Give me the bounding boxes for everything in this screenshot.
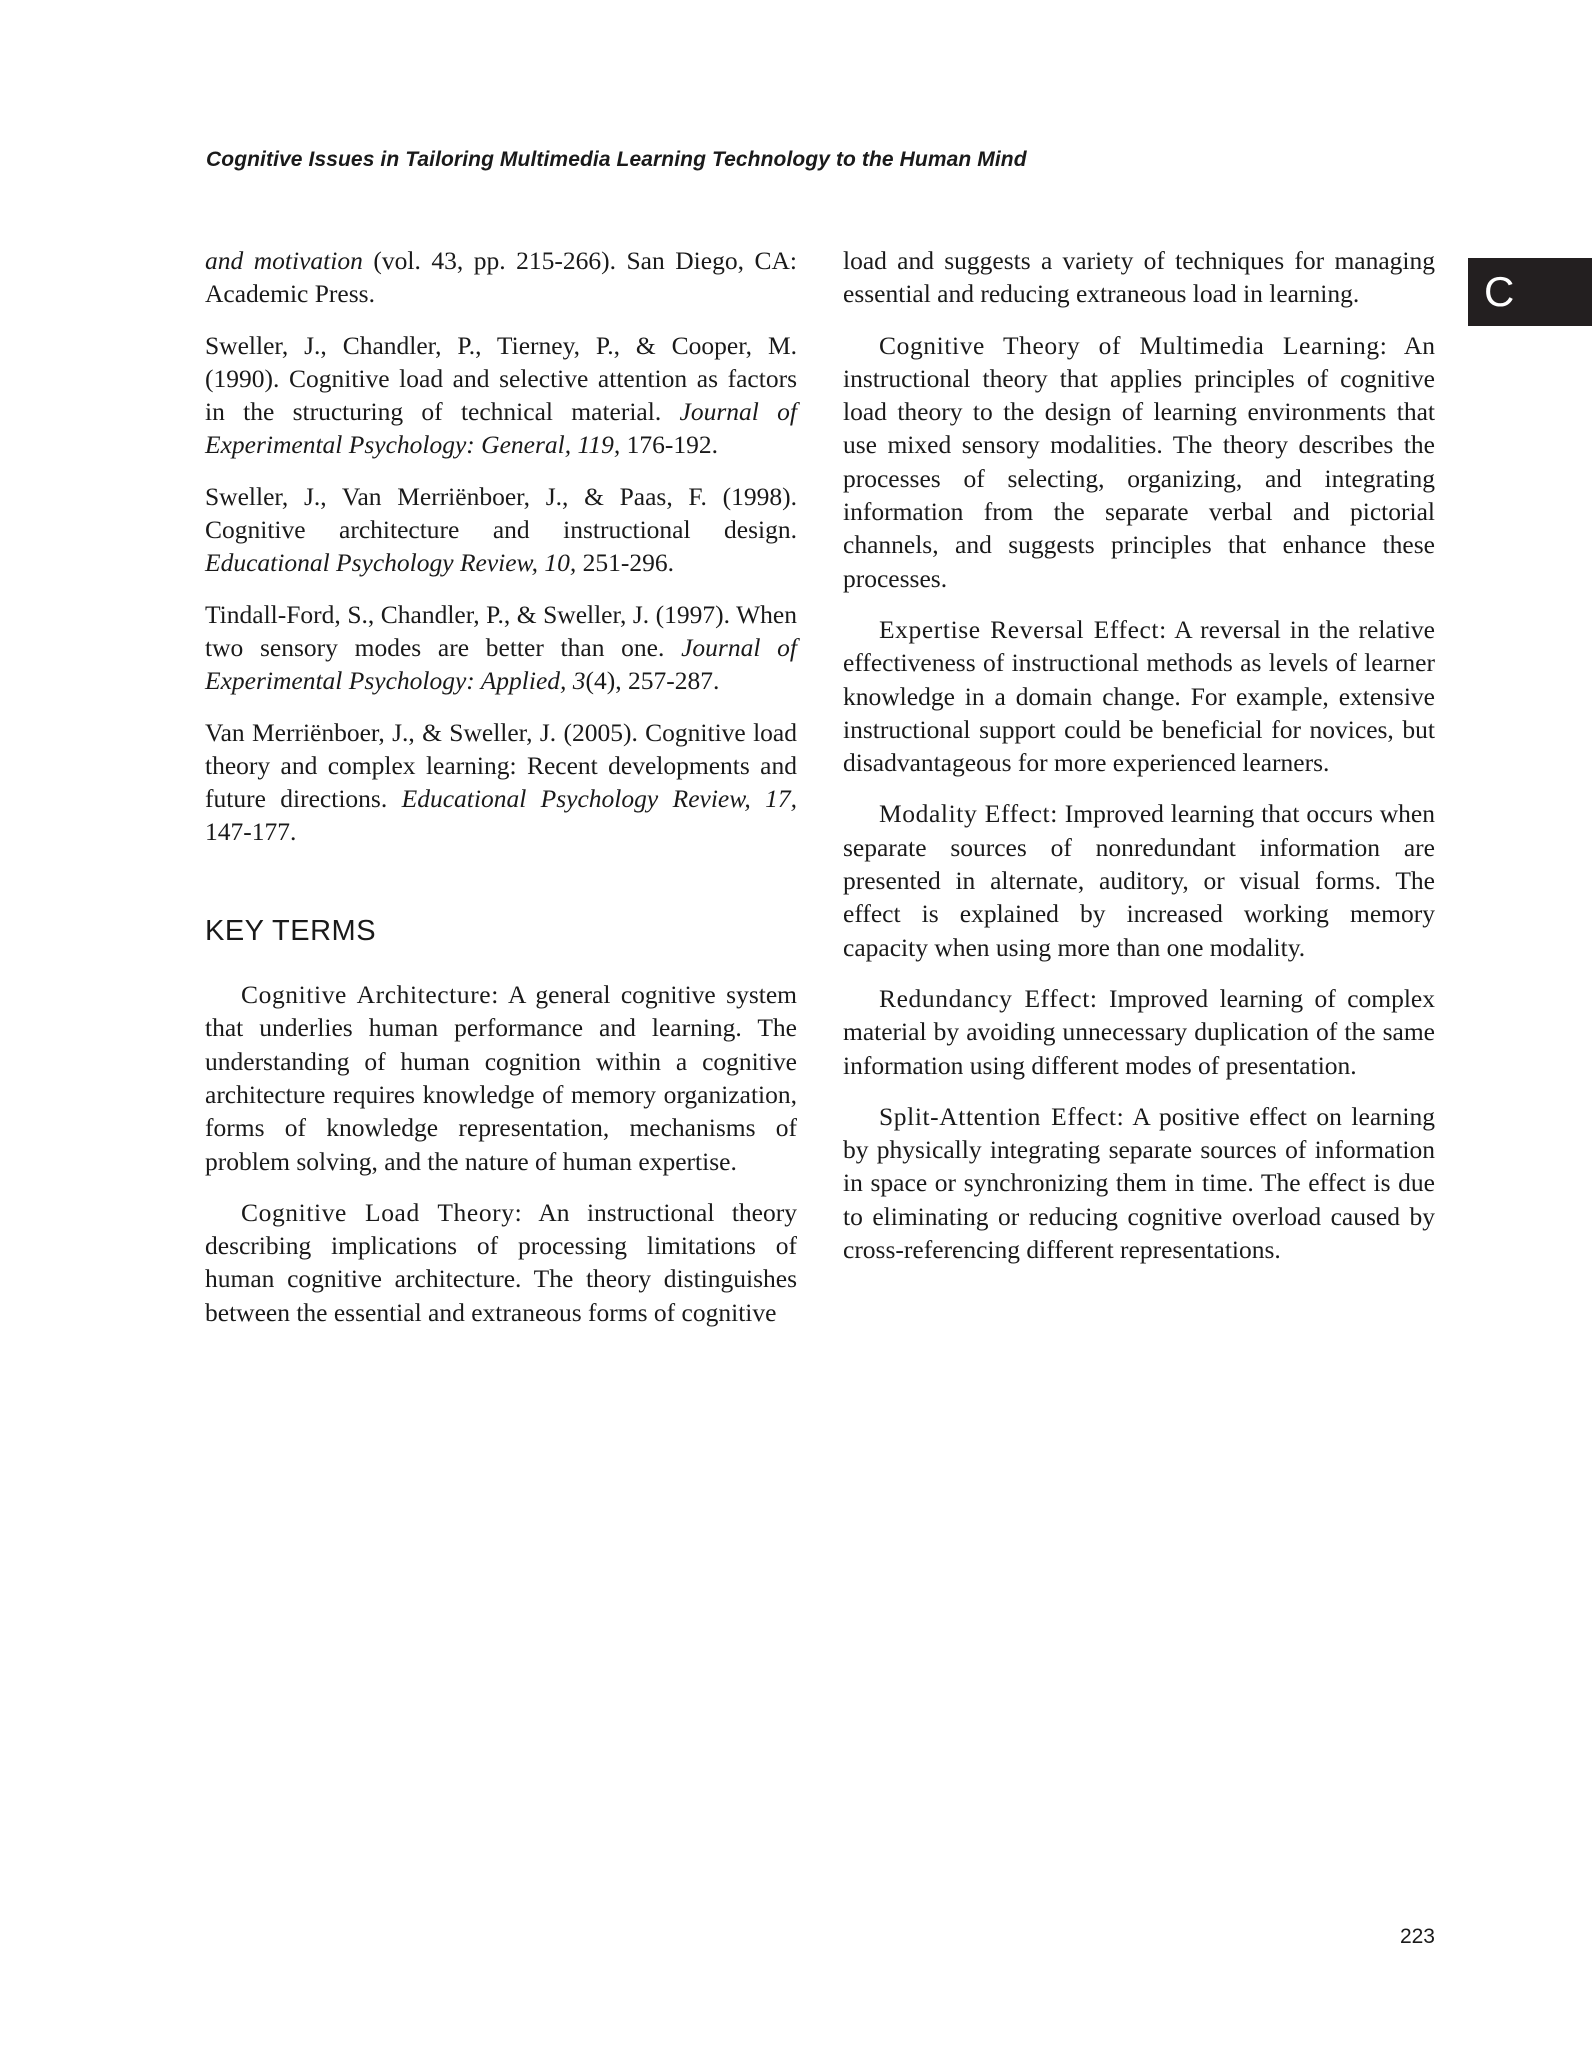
key-term-item-split-end (843, 244, 1435, 311)
reference-text: 251-296. (576, 548, 675, 578)
key-term-name: Cognitive Theory of Multimedia Learning: (879, 330, 1388, 360)
key-term-definition-part: load and suggests a variety of techniques for managing essential and reducing extraneous load in learning. (843, 246, 1435, 309)
key-term-name: Cognitive Load Theory: (241, 1197, 523, 1227)
reference-italic: Journal of Experimental Psychology: General, 119, (205, 397, 797, 460)
reference-italic: Journal of Experimental Psychology: Applied, 3 (205, 632, 797, 696)
reference-text: 176-192. (620, 430, 718, 460)
key-term-definition-part: An instructional theory describing implications of processing limitations of human cognitive architecture. The theory distinguishes between the essential and extraneous forms of cognitive (205, 1197, 797, 1327)
key-term-definition: An instructional theory that applies principles of cognitive load theory to the design of learning environments that use mixed sensory modalities. The theory describes the processes of selecting, organizing, and integrating information from the separate verbal and pictorial channels, and suggests principles that enhance these processes. (843, 330, 1435, 593)
reference-italic: Educational Psychology Review, 17, (401, 784, 797, 814)
reference-text: Sweller, J., Van Merriënboer, J., & Paas, F. (1998). Cognitive architecture and instructional design. (205, 481, 797, 545)
key-term-item (843, 797, 1435, 963)
key-term-definition: A general cognitive system that underlies human performance and learning. The understanding of human cognition within a cognitive architecture requires knowledge of memory organization, forms of knowledge representation, mechanisms of problem solving, and the nature of human expertise. (205, 980, 798, 1176)
reference-item (205, 598, 797, 698)
reference-item (205, 480, 797, 580)
reference-item (205, 329, 797, 462)
key-term-item-split-start (205, 1196, 797, 1329)
key-term-item (843, 982, 1435, 1082)
reference-item (205, 716, 797, 849)
key-term-definition: A positive effect on learning by physically integrating separate sources of information in space or synchronizing them in time. The effect is due to eliminating or reducing cognitive overload caused by cross-referencing different representations. (843, 1101, 1435, 1265)
key-term-item (843, 613, 1435, 779)
key-term-name: Redundancy Effect: (879, 983, 1098, 1013)
reference-italic: and motivation (205, 246, 363, 275)
key-term-name: Modality Effect: (879, 799, 1058, 829)
page-number: 223 (1399, 1925, 1435, 1948)
key-term-item (843, 1100, 1435, 1266)
reference-text: (vol. 43, pp. 215-266). San Diego, CA: Academic Press. (205, 246, 797, 309)
key-term-name: Cognitive Architecture: (241, 980, 499, 1010)
section-tab: C (1468, 258, 1592, 326)
left-column (205, 244, 797, 1347)
reference-text: (4), 257-287. (585, 666, 720, 696)
reference-text: Van Merriënboer, J., & Sweller, J. (2005). Cognitive load theory and complex learning: Recent developments and future directions. (205, 717, 797, 814)
key-term-name: Expertise Reversal Effect: (879, 614, 1167, 644)
reference-italic: Educational Psychology Review, 10, (205, 548, 577, 578)
key-terms-heading: KEY TERMS (205, 914, 377, 947)
key-term-item (205, 978, 797, 1178)
running-title: Cognitive Issues in Tailoring Multimedia Learning Technology to the Human Mind (206, 148, 1027, 171)
reference-text: 147-177. (205, 817, 297, 847)
key-term-definition: A reversal in the relative effectiveness of instructional methods as levels of learner knowledge in a domain change. For example, extensive instructional support could be beneficial for novices, but disadvantageous for more experienced learners. (843, 614, 1435, 778)
key-term-name: Split-Attention Effect: (879, 1101, 1125, 1131)
reference-text: Tindall-Ford, S., Chandler, P., & Sweller, J. (1997). When two sensory modes are better than one. (205, 599, 797, 662)
key-term-definition: Improved learning that occurs when separate sources of nonredundant information are presented in alternate, auditory, or visual forms. The effect is explained by increased working memory capacity when using more than one modality. (843, 799, 1435, 962)
key-term-definition: Improved learning of complex material by avoiding unnecessary duplication of the same information using different modes of presentation. (843, 983, 1435, 1080)
key-term-item (843, 329, 1435, 595)
reference-text: Sweller, J., Chandler, P., Tierney, P., & Cooper, M. (1990). Cognitive load and selective attention as factors in the structuring of technical material. (205, 330, 797, 427)
right-column (843, 244, 1435, 1284)
reference-item (205, 244, 797, 311)
